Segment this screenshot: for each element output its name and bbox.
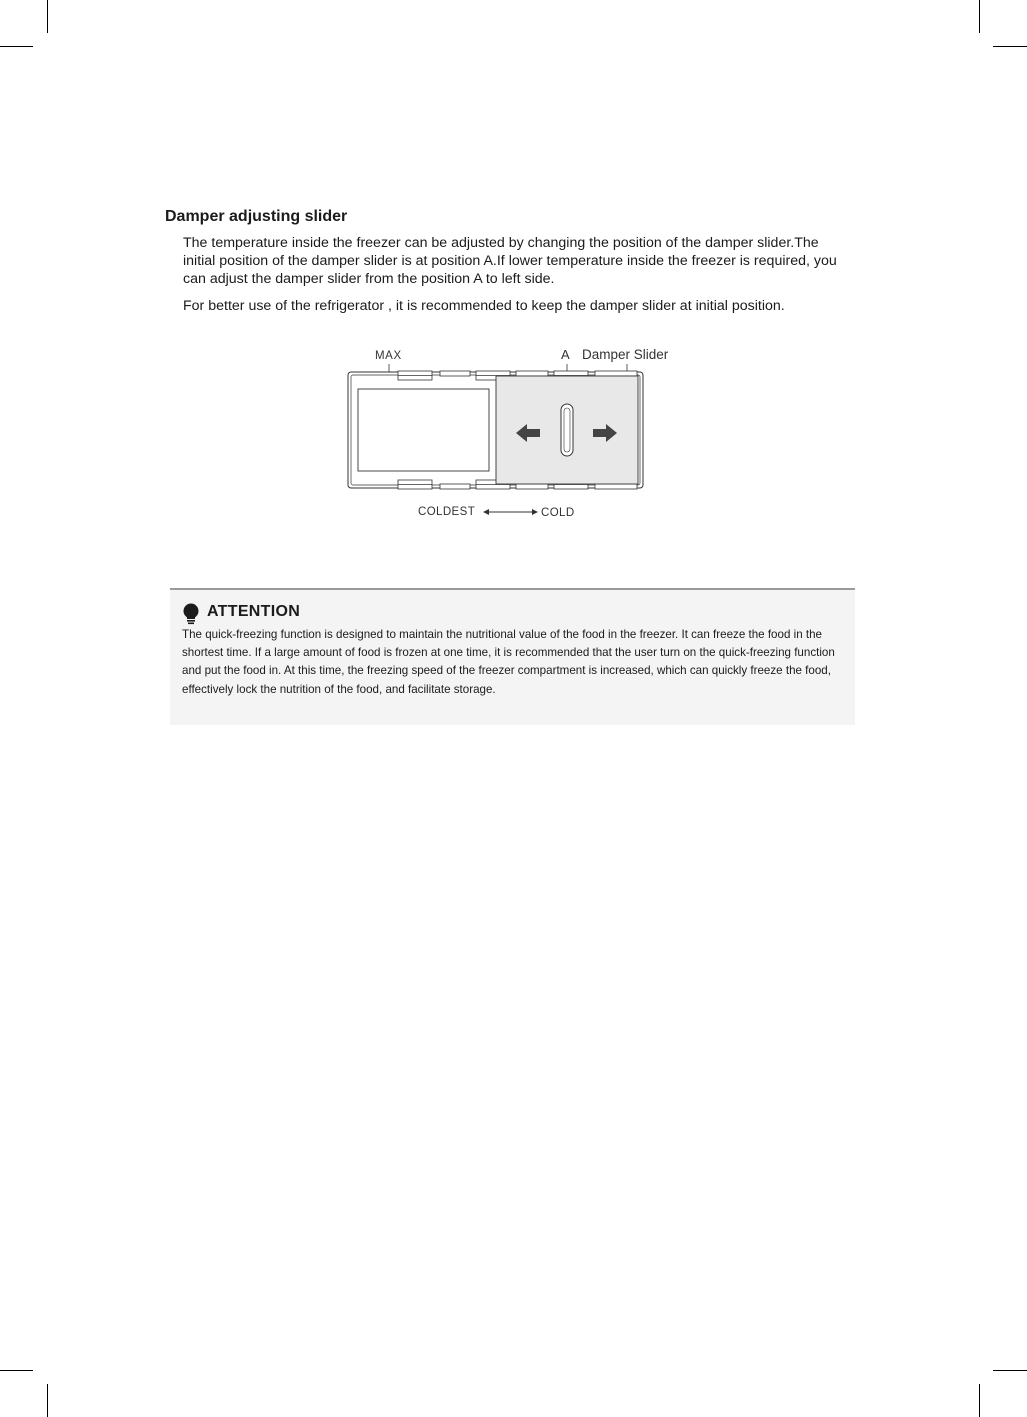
slider-handle[interactable]: [561, 404, 573, 456]
damper-recommendation: For better use of the refrigerator , it is recommended to keep the damper slider at initial position.: [183, 298, 785, 314]
damper-description: The temperature inside the freezer can be adjusted by changing the position of the damper slider.The initial position of the damper slider is at position A.If lower temperature inside the freezer is required, you can adjust the damper slider from the position A to left side.: [183, 235, 837, 287]
scale-arrow-left-head: [483, 509, 489, 515]
attention-text: The quick-freezing function is designed to maintain the nutritional value of the food in the freezer. It can freeze the food in the shortest time. If a large amount of food is frozen at one time, it is recommended that the user turn on the quick-freezing function and put the food in. At this time, the freezing speed of the freezer compartment is increased, which can quickly freeze the food, effectively lock the nutrition of the food, and facilitate storage.: [182, 628, 835, 696]
label-coldest: COLDEST: [418, 506, 476, 518]
label-a: A: [561, 347, 570, 362]
label-cold: COLD: [541, 507, 575, 519]
label-damper-slider: Damper Slider: [582, 347, 669, 362]
attention-box: [170, 588, 855, 725]
label-max: MAX: [375, 350, 402, 362]
damper-slider-diagram: [340, 340, 700, 525]
attention-title: ATTENTION: [207, 603, 301, 620]
lightbulb-icon: [182, 603, 200, 625]
scale-arrow-right-head: [532, 509, 538, 515]
damper-opening: [358, 389, 489, 471]
section-title: Damper adjusting slider: [165, 208, 348, 225]
